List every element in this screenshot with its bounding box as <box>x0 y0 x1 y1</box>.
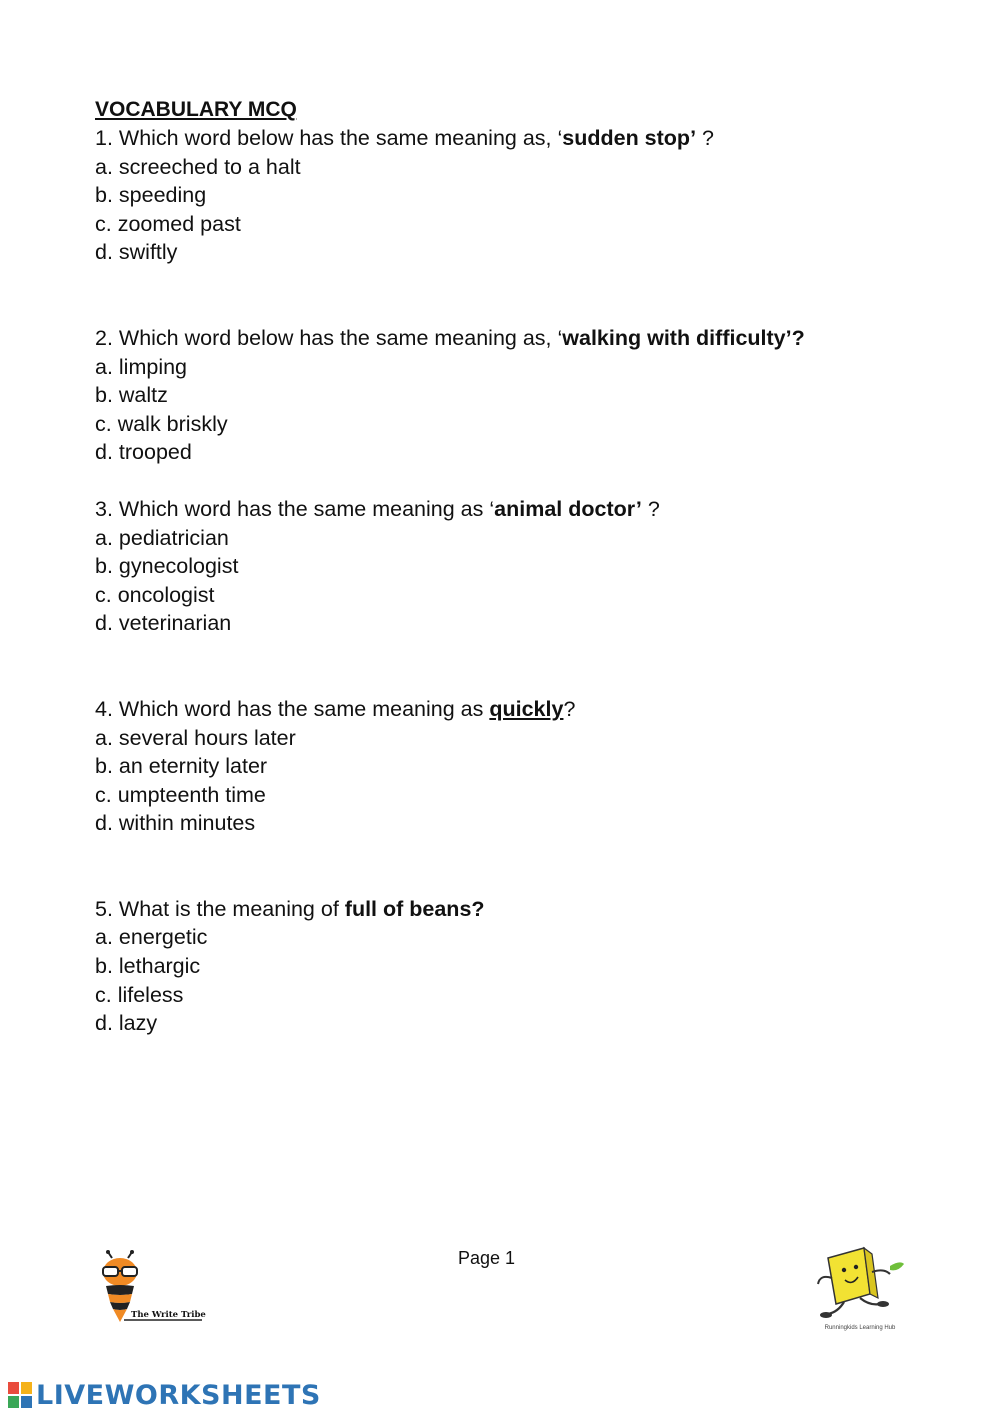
question-2-text <box>95 324 935 353</box>
question-term: sudden stop’ <box>562 126 697 150</box>
question-2 <box>95 324 935 467</box>
write-tribe-label: The Write Tribe <box>131 1310 206 1320</box>
question-1-text <box>95 124 935 153</box>
question-term: walking with difficulty’? <box>562 325 805 350</box>
option-c[interactable]: c. walk briskly <box>95 411 228 436</box>
option-d[interactable]: d. veterinarian <box>95 611 232 636</box>
option-c[interactable]: c. oncologist <box>95 582 215 607</box>
question-prefix: 5. What is the meaning of <box>95 896 345 921</box>
question-suffix: ? <box>641 496 660 521</box>
option-a[interactable]: a. energetic <box>95 925 208 950</box>
option-d[interactable]: d. within minutes <box>95 811 256 836</box>
option-a[interactable]: a. screeched to a halt <box>95 154 301 179</box>
question-term: full of beans? <box>344 896 485 921</box>
liveworksheets-brand[interactable] <box>8 1378 321 1412</box>
option-d[interactable]: d. swiftly <box>95 240 178 265</box>
option-b[interactable]: b. waltz <box>95 383 168 408</box>
option-b[interactable]: b. lethargic <box>95 954 201 979</box>
question-3 <box>95 495 935 638</box>
option-d[interactable]: d. trooped <box>95 440 192 465</box>
option-d[interactable]: d. lazy <box>95 1011 158 1036</box>
option-b[interactable]: b. gynecologist <box>95 554 239 579</box>
question-prefix: 2. Which word below has the same meaning as, ‘ <box>95 325 563 350</box>
question-suffix: ? <box>563 696 576 721</box>
question-4 <box>95 695 935 838</box>
write-tribe-logo <box>98 1250 208 1330</box>
question-prefix: 4. Which word has the same meaning as <box>95 696 490 721</box>
option-c[interactable]: c. lifeless <box>95 982 184 1007</box>
question-term: animal doctor’ <box>494 496 642 521</box>
running-book-icon <box>808 1244 908 1326</box>
question-term: quickly <box>489 696 564 721</box>
worksheet-title: VOCABULARY MCQ <box>95 98 297 121</box>
question-3-text <box>95 495 935 524</box>
question-prefix: 1. Which word below has the same meaning as, ‘ <box>95 126 563 150</box>
question-suffix: ? <box>696 126 714 150</box>
option-c[interactable]: c. umpteenth time <box>95 782 266 807</box>
option-a[interactable]: a. pediatrician <box>95 525 229 550</box>
runningkids-label: Runningkids Learning Hub <box>824 1325 896 1331</box>
option-a[interactable]: a. limping <box>95 354 188 379</box>
question-5 <box>95 895 935 1038</box>
question-prefix: 3. Which word has the same meaning as ‘ <box>95 496 495 521</box>
question-4-text <box>95 695 935 724</box>
option-b[interactable]: b. an eternity later <box>95 754 268 779</box>
option-b[interactable]: b. speeding <box>95 183 207 208</box>
liveworksheets-logo-icon <box>8 1382 32 1408</box>
liveworksheets-wordmark: LIVEWORKSHEETS <box>36 1379 321 1411</box>
option-c[interactable]: c. zoomed past <box>95 211 241 236</box>
worksheet <box>95 96 935 1038</box>
question-5-text <box>95 895 935 924</box>
page-number: Page 1 <box>458 1248 516 1268</box>
runningkids-logo <box>808 1244 908 1344</box>
question-1 <box>95 124 935 267</box>
option-a[interactable]: a. several hours later <box>95 725 296 750</box>
